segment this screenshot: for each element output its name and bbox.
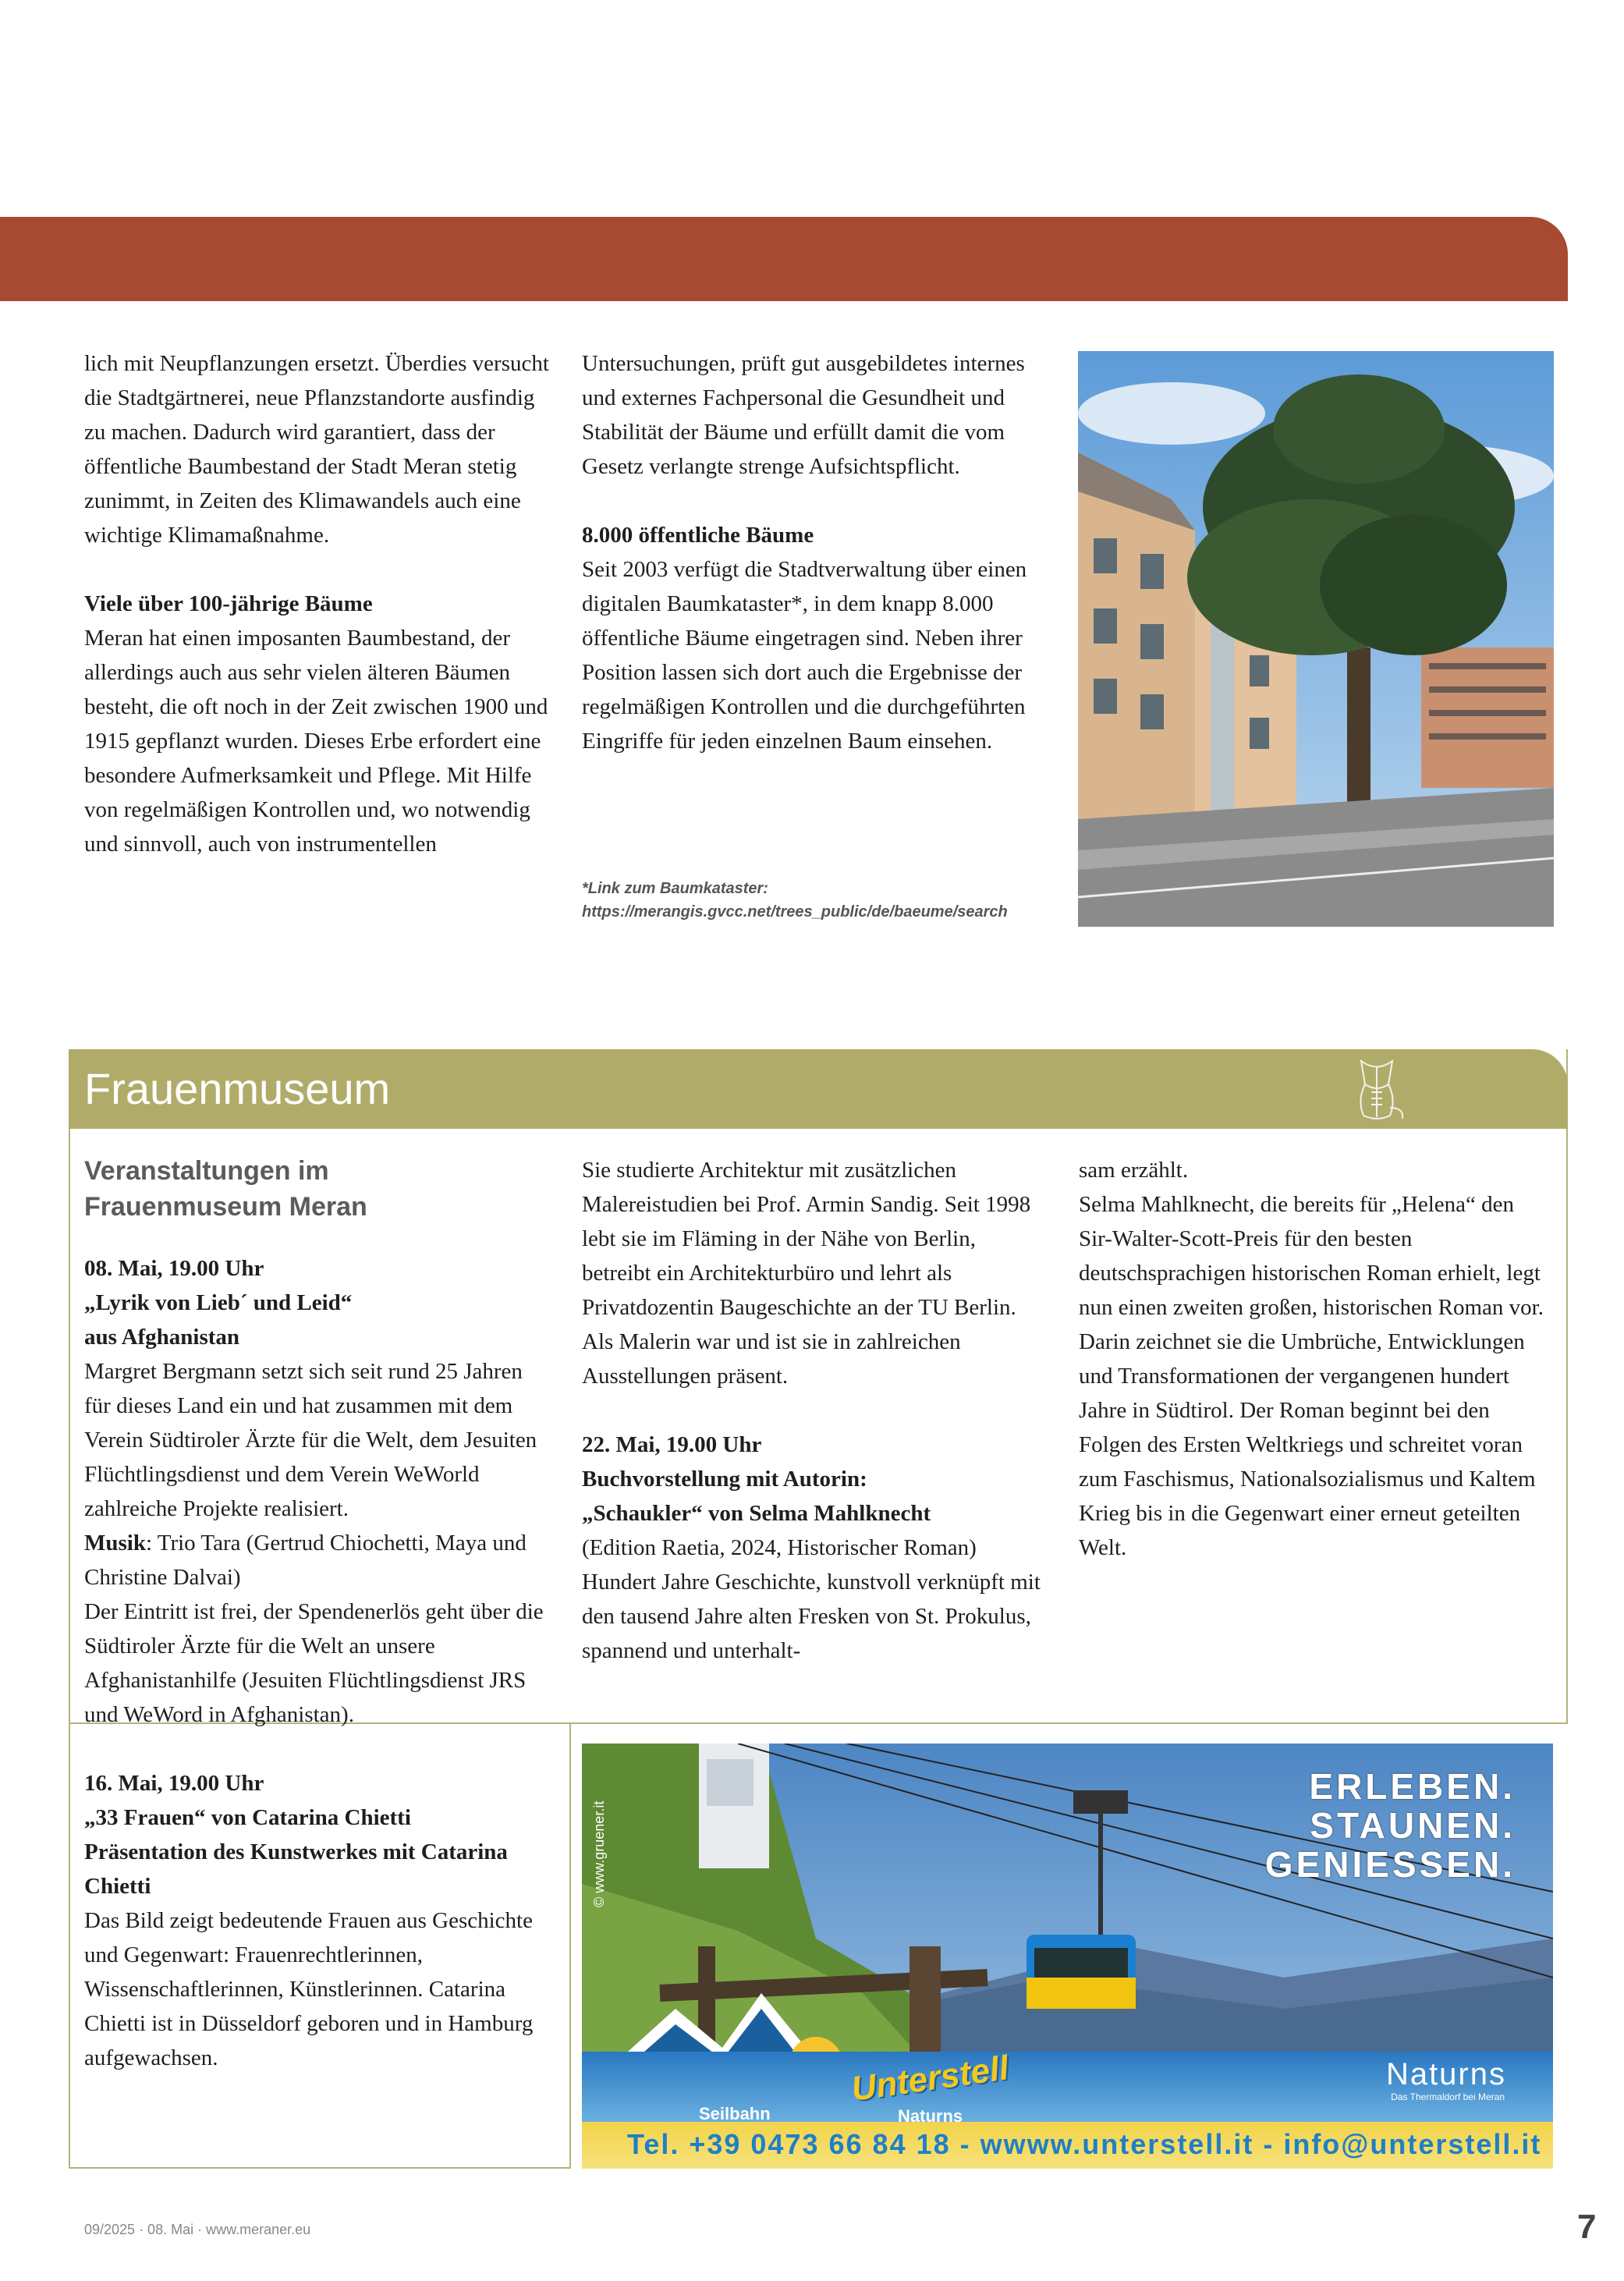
- slogan-line: ERLEBEN.: [1309, 1766, 1516, 1807]
- article-paragraph: Seit 2003 verfügt die Stadtverwaltung über einen digitalen Baumkataster*, in dem knapp 8.000 öffentliche Bäume eingetragen sind. Neben ihrer Position lassen sich dort auch die Ergebnisse der regelmäßigen Kontrollen und die durchgeführten Eingriffe für jeden einzelnen Baum einsehen.: [582, 557, 1027, 754]
- slogan-line: GENIESSEN.: [1264, 1844, 1516, 1885]
- ad-contact-line[interactable]: Tel. +39 0473 66 84 18 - wwww.unterstell.it - info@unterstell.it: [627, 2128, 1542, 2160]
- article-paragraph: lich mit Neupflanzungen ersetzt. Überdies versucht die Stadtgärtnerei, neue Pflanzstandorte ausfindig zu machen. Dadurch wird garantiert, dass der öffentliche Baumbestand der Stadt Meran stetig zunimmt, in Zeiten des Klimawandels auch eine wichtige Klimamaßnahme.: [84, 351, 549, 548]
- unterstell-logo: Unterstell: [849, 2049, 1012, 2109]
- article-column-1: [84, 346, 552, 861]
- section-title: Frauenmuseum: [84, 1064, 391, 1113]
- event-text: Selma Mahlknecht, die bereits für „Helena“ den Sir-Walter-Scott-Preis für den besten deutschsprachigen historischen Roman erhielt, legt nun einen zweiten großen, historischen Roman vor.: [1079, 1192, 1544, 1320]
- article-paragraph: Meran hat einen imposanten Baumbestand, der allerdings auch aus sehr vielen älteren Bäumen besteht, die oft noch in der Zeit zwischen 1900 und 1915 gepflanzt wurden. Dieses Erbe erfordert eine besondere Aufmerksamkeit und Pflege. Mit Hilfe von regelmäßigen Kontrollen und, wo notwendig und sinnvoll, auch von instrumentellen: [84, 626, 548, 857]
- page-number: 7: [1577, 2208, 1597, 2246]
- footnote: [582, 877, 1008, 924]
- music-text: : Trio Tara (Gertrud Chiochetti, Maya und Christine Dalvai): [84, 1531, 527, 1590]
- music-label: Musik: [84, 1531, 146, 1556]
- event-title: Präsentation des Kunstwerkes mit Catarina Chietti: [84, 1839, 508, 1899]
- footnote-link[interactable]: https://merangis.gvcc.net/trees_public/de/baeume/search: [582, 903, 1008, 921]
- events-subtitle-line: Veranstaltungen im: [84, 1156, 329, 1186]
- logo-seilbahn-text: Seilbahn: [699, 2104, 771, 2123]
- article-column-2: [582, 346, 1050, 758]
- slogan-line: STAUNEN.: [1310, 1805, 1516, 1846]
- event-title: „Schaukler“ von Selma Mahlknecht: [582, 1501, 931, 1526]
- event-column-2: [582, 1153, 1050, 1668]
- event-text: Sie studierte Architektur mit zusätzlichen Malereistudien bei Prof. Armin Sandig. Seit 1998 lebt sie im Fläming in der Nähe von Berlin, betreibt ein Architekturbüro und lehrt als Privatdozentin Baugeschichte an der TU Berlin. Als Malerin war und ist sie in zahlreichen Ausstellungen präsent.: [582, 1158, 1031, 1389]
- event-text: (Edition Raetia, 2024, Historischer Roman) Hundert Jahre Geschichte, kunstvoll verknüpft mit den tausend Jahre alten Fresken von St. Prokulus, spannend und unterhalt-: [582, 1535, 1041, 1663]
- event-title: „Lyrik von Lieb´ und Leid“: [84, 1290, 353, 1315]
- article-paragraph: Untersuchungen, prüft gut ausgebildetes internes und externes Fachpersonal die Gesundheit und Stabilität der Bäume und erfüllt damit die vom Gesetz verlangte strenge Aufsichtspflicht.: [582, 351, 1025, 479]
- event-title: Buchvorstellung mit Autorin:: [582, 1467, 867, 1492]
- event-date: 22. Mai, 19.00 Uhr: [582, 1432, 762, 1457]
- event-text: Das Bild zeigt bedeutende Frauen aus Geschichte und Gegenwart: Frauenrechtlerinnen, Wissenschaftlerinnen, Künstlerinnen. Catarina Chietti ist in Düsseldorf geboren und in Hamburg aufgewachsen.: [84, 1908, 534, 2070]
- event-music: [84, 1526, 552, 1595]
- event-column-1: [84, 1153, 552, 2075]
- event-title: aus Afghanistan: [84, 1325, 240, 1350]
- event-date: 08. Mai, 19.00 Uhr: [84, 1256, 264, 1281]
- event-text: Margret Bergmann setzt sich seit rund 25 Jahren für dieses Land ein und hat zusammen mit dem Verein Südtiroler Ärzte für die Welt, dem Jesuiten Flüchtlingsdienst und dem Verein WeWorld zahlreiche Projekte realisiert.: [84, 1359, 537, 1521]
- footnote-label: *Link zum Baumkataster:: [582, 880, 768, 897]
- ad-copyright: © www.gruener.it: [591, 1800, 607, 1907]
- event-column-3: [1079, 1153, 1547, 1565]
- corset-icon: [1342, 1053, 1412, 1123]
- header-bar: [0, 217, 1568, 301]
- naturns-logo: Naturns: [1385, 2057, 1506, 2091]
- naturns-tagline: Das Thermaldorf bei Meran: [1391, 2091, 1505, 2102]
- events-subtitle: [84, 1153, 552, 1225]
- page-footer: 09/2025 · 08. Mai · www.meraner.eu: [84, 2222, 311, 2237]
- event-text: Der Eintritt ist frei, der Spendenerlös geht über die Südtiroler Ärzte für die Welt an unsere Afghanistanhilfe (Jesuiten Flüchtlingsdienst JRS und WeWord in Afghanistan).: [84, 1599, 544, 1727]
- ad-slogan: [1265, 1767, 1516, 1884]
- event-title: „33 Frauen“ von Catarina Chietti: [84, 1805, 411, 1830]
- event-text: sam erzählt.: [1079, 1158, 1189, 1183]
- unterstell-advertisement[interactable]: [582, 1744, 1553, 2169]
- events-subtitle-line: Frauenmuseum Meran: [84, 1192, 367, 1222]
- tree-street-photo: [1078, 351, 1554, 927]
- article-heading: 8.000 öffentliche Bäume: [582, 523, 814, 548]
- event-text: Darin zeichnet sie die Umbrüche, Entwicklungen und Transformationen der vergangenen hundert Jahre in Südtirol. Der Roman beginnt bei den Folgen des Ersten Weltkriegs und schreitet voran zum Faschismus, Nationalsozialismus und Kaltem Krieg bis in die Gegenwart einer erneut geteilten Welt.: [1079, 1329, 1536, 1560]
- article-heading: Viele über 100-jährige Bäume: [84, 591, 373, 616]
- logo-naturns-text: Naturns: [898, 2106, 963, 2126]
- event-date: 16. Mai, 19.00 Uhr: [84, 1771, 264, 1796]
